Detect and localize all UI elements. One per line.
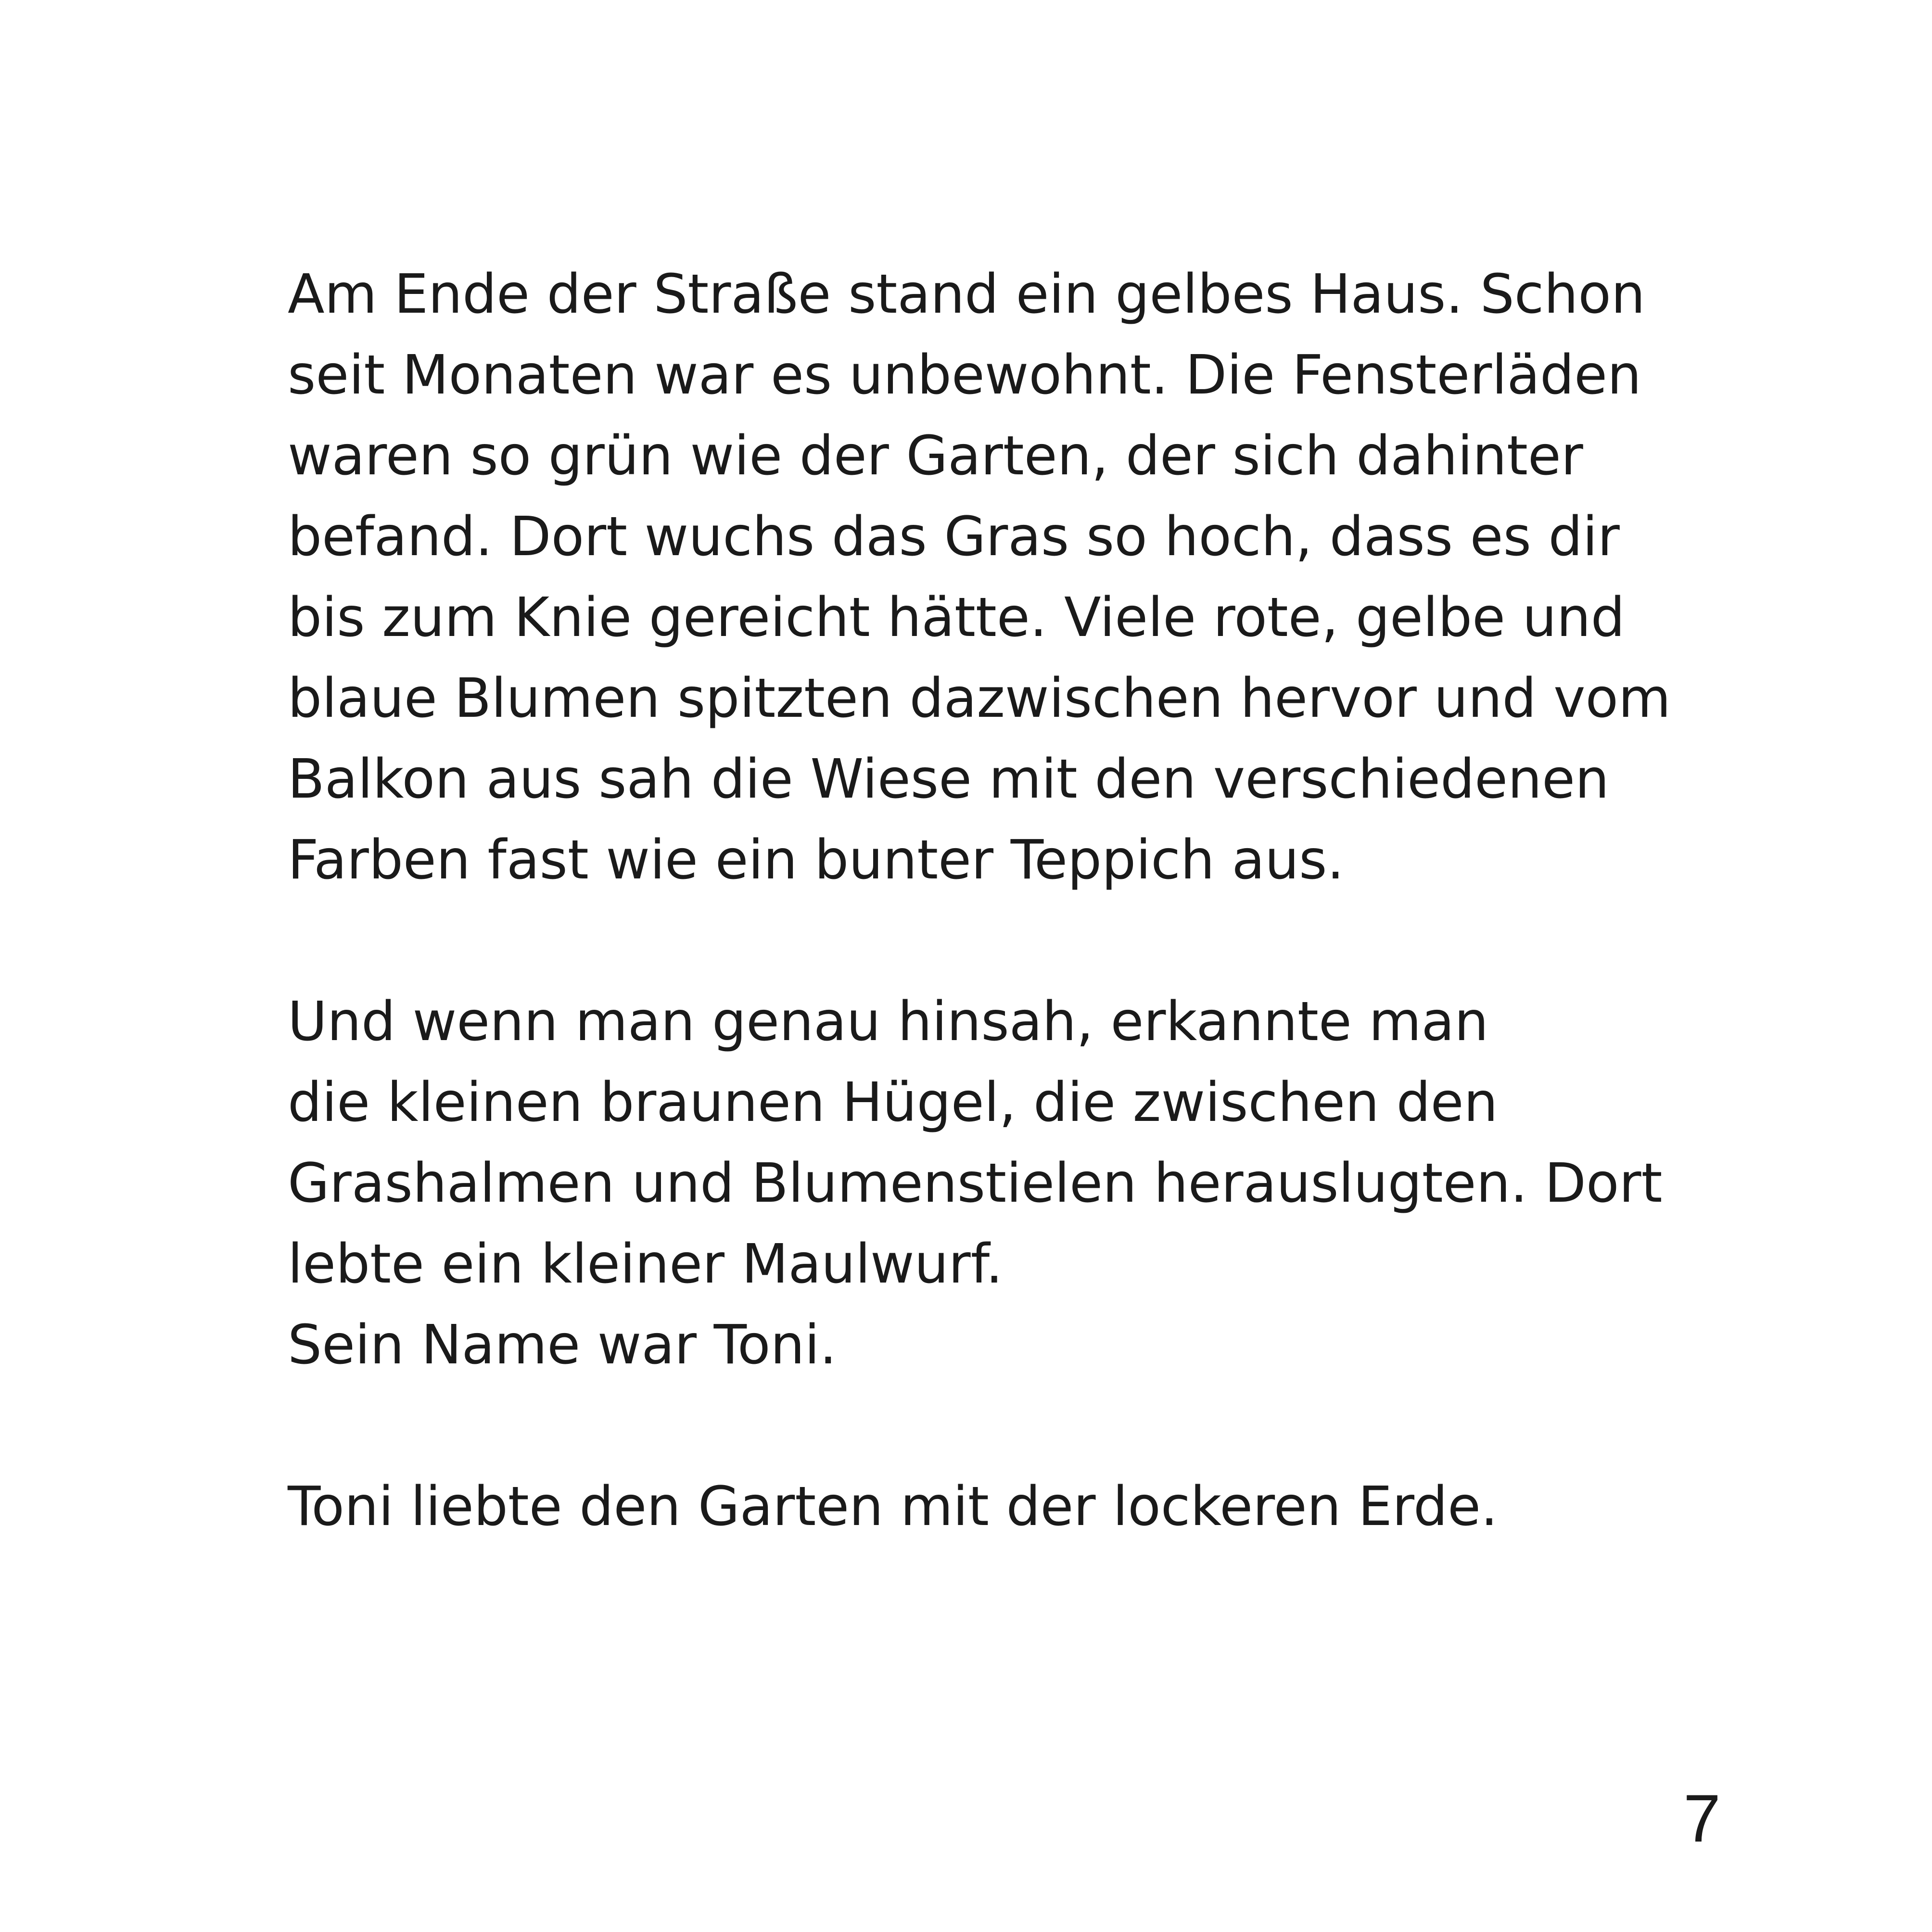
text-line: befand. Dort wuchs das Gras so hoch, dass es dir [288,506,1620,568]
paragraph-3 [288,1466,1731,1547]
text-line: waren so grün wie der Garten, der sich dahinter [288,425,1583,487]
story-text [288,254,1731,1547]
paragraph-spacer [288,1385,1731,1466]
paragraph-2 [288,981,1731,1385]
text-line: Grashalmen und Blumenstielen herauslugten. Dort [288,1152,1663,1215]
text-line: Am Ende der Straße stand ein gelbes Haus. Schon [288,263,1645,326]
text-line: blaue Blumen spitzten dazwischen hervor und vom [288,667,1671,730]
text-line: Sein Name war Toni. [288,1314,837,1376]
paragraph-spacer [288,901,1731,981]
text-line: seit Monaten war es unbewohnt. Die Fensterläden [288,344,1641,407]
page-number: 7 [1683,1780,1721,1856]
text-line: Farben fast wie ein bunter Teppich aus. [288,829,1345,891]
text-line: Balkon aus sah die Wiese mit den verschiedenen [288,748,1609,811]
text-line: bis zum Knie gereicht hätte. Viele rote, gelbe und [288,586,1625,649]
text-line: Und wenn man genau hinsah, erkannte man [288,991,1489,1053]
paragraph-1 [288,254,1731,901]
text-line: Toni liebte den Garten mit der lockeren Erde. [288,1475,1498,1538]
text-line: die kleinen braunen Hügel, die zwischen den [288,1071,1498,1134]
text-line: lebte ein kleiner Maulwurf. [288,1233,1003,1296]
